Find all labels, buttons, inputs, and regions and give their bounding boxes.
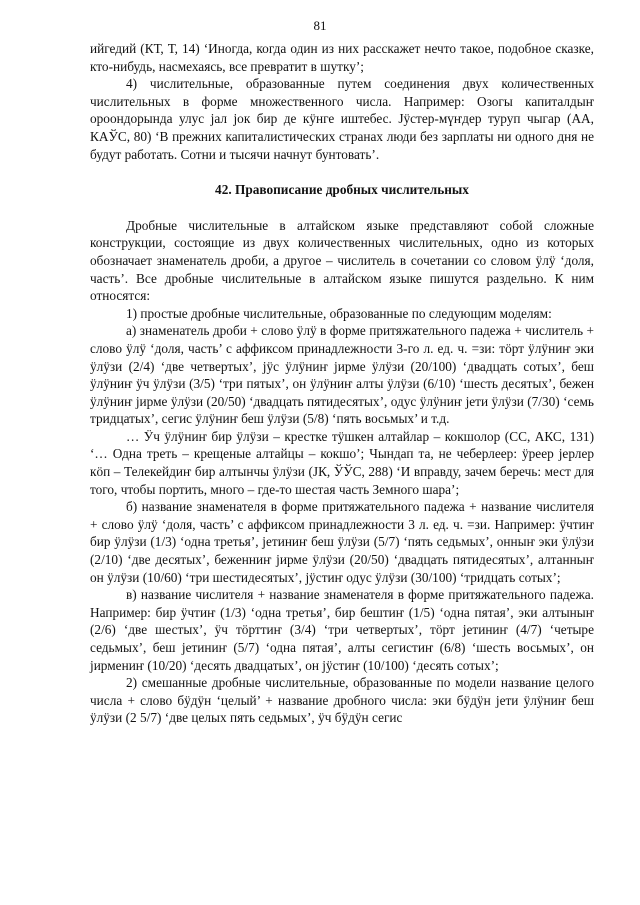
paragraph: 2) смешанные дробные числительные, образованные по модели название целого числа + слово бӱдӱн ‘целый’ + название дробного числа: эки бӱдӱн јети ӱлӱниҥ беш ӱлӱзи (2 5/7) ‘две целых пять седьмых’, ӱч бӱдӱн сегис xyxy=(90,675,594,726)
paragraph: ийгедий (КТ, Т, 14) ‘Иногда, когда один из них расскажет нечто такое, подобное сказке, кто-нибудь, насмехаясь, все превратит в шутку’; xyxy=(90,41,594,74)
paragraph: 1) простые дробные числительные, образованные по следующим моделям: xyxy=(126,305,552,321)
section-heading: 42. Правописание дробных числительных xyxy=(215,182,469,198)
paragraph: б) название знаменателя в форме притяжательного падежа + название числителя + слово ӱлӱ ‘доля, часть’ с аффиксом принадлежности 3 л. ед. ч. =зи. Например: ӱчтиҥ бир ӱлӱзи (1/3) ‘одна третья’, јетиниҥ беш ӱлӱзи (5/7) ‘пять седьмых’, онныҥ эки ӱлӱзи (2/10) ‘две десятых’, беженниҥ јирме ӱлӱзи (20/50) ‘двадцать пятидесятых’, алтанныҥ он ӱлӱзи (10/60) ‘три шестидесятых’, јӱстиҥ одус ӱлӱзи (30/100) ‘тридцать сотых’; xyxy=(90,499,594,585)
page-number: 81 xyxy=(313,18,327,33)
paragraph: а) знаменатель дроби + слово ӱлӱ в форме притяжательного падежа + числитель + слово ӱлӱ ‘доля, часть’ с аффиксом принадлежности 3-го л. ед. ч. =зи: тӧрт ӱлӱниҥ эки ӱлӱзи (2/4) ‘две четвертых’, јӱс ӱлӱниҥ јирме ӱлӱзи (20/100) ‘двадцать сотых’, беш ӱлӱниҥ ӱч ӱлӱзи (3/5) ‘три пятых’, он ӱлӱниҥ алты ӱлӱзи (6/10) ‘шесть десятых’, бежен ӱлӱниҥ јирме ӱлӱзи (20/50) ‘двадцать пятидесятых’, одус ӱлӱниҥ јети ӱлӱзи (7/30) ‘семь тридцатых’, сегис ӱлӱниҥ беш ӱлӱзи (5/8) ‘пять восьмых’ и т.д. xyxy=(90,323,594,427)
paragraph: в) название числителя + название знаменателя в форме притяжательного падежа. Например: бир ӱчтиҥ (1/3) ‘одна третья’, бир бештиҥ (1/5) ‘одна пятая’, эки алтыныҥ (2/6) ‘две шестых’, ӱч тӧрттиҥ (3/4) ‘три четвертых’, тӧрт јетиниҥ (4/7) ‘четыре седьмых’, беш јетиниҥ (5/7) ‘одна пятая’, алты сегистиҥ (6/8) ‘шесть восьмых’, он јирмениҥ (10/20) ‘десять двадцатых’, он јӱстиҥ (10/100) ‘десять сотых’; xyxy=(90,587,594,673)
page-body xyxy=(90,40,594,727)
paragraph: … Ӱч ӱлӱниҥ бир ӱлӱзи – крестке тӱшкен алтайлар – кокшолор (СС, АКС, 131) ‘… Одна треть – крещеные алтайцы – кокшо’; Чындап та, не чеберлеер: ӱреер јерлер кӧп – Телекейдиҥ бир алтынчы ӱлӱзи (ЈК, ЎЎС, 288) ‘И вправду, зачем беречь: мест для того, чтобы портить, много – где-то шестая часть Земного шара’; xyxy=(90,428,594,497)
paragraph: 4) числительные, образованные путем соединения двух количественных числительных в форме множественного числа. Например: Озогы капиталдыҥ ороондорында улус јал јок бир де кӱнге иштебес. Јӱстер-мүҥдер туруп чыгар (АА, КАЎС, 80) ‘В прежних капиталистических странах люди без зарплаты ни одного дня не будут работать. Сотни и тысячи начнут бунтовать’. xyxy=(90,76,594,162)
paragraph: Дробные числительные в алтайском языке представляют собой сложные конструкции, состоящие из двух количественных числительных, одно из которых обозначает знаменатель дроби, а другое – числитель в сочетании со словом ӱлӱ ‘доля, часть’. Все дробные числительные в алтайском языке пишутся раздельно. К ним относятся: xyxy=(90,217,594,304)
